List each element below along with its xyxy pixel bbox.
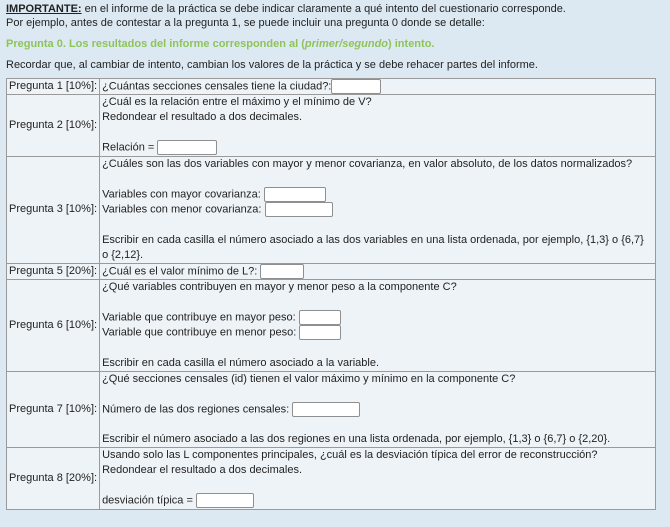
q2-relacion-input[interactable] — [157, 140, 217, 155]
recordar-note: Recordar que, al cambiar de intento, cambian los valores de la práctica y se debe rehacer partes del informe. — [6, 59, 538, 71]
q5-label: Pregunta 5 [20%]: — [7, 263, 100, 279]
question-row-5 — [7, 263, 656, 279]
q3-menor-input[interactable] — [265, 202, 333, 217]
example-text: Por ejemplo, antes de contestar a la pregunta 1, se puede incluir una pregunta 0 donde se detalle: — [6, 17, 485, 29]
q2-content: ¿Cuál es la relación entre el máximo y el mínimo de V? Redondear el resultado a dos decimales. Relación = — [100, 95, 656, 156]
q1-answer-input[interactable] — [331, 79, 381, 94]
q3-label: Pregunta 3 [10%]: — [7, 156, 100, 263]
q6-menor-input[interactable] — [299, 325, 341, 340]
q6-content: ¿Qué variables contribuyen en mayor y menor peso a la componente C? Variable que contribuye en mayor peso: Variable que contribuye en menor peso: Escribir en cada casilla el número asociado a la variable. — [100, 280, 656, 372]
q1-content: ¿Cuántas secciones censales tiene la ciudad?: — [100, 79, 656, 95]
important-text: en el informe de la práctica se debe indicar claramente a qué intento del cuestionario corresponde. — [81, 3, 566, 15]
q5-answer-input[interactable] — [260, 264, 304, 279]
q6-label: Pregunta 6 [10%]: — [7, 280, 100, 372]
pregunta0-note: Pregunta 0. Los resultados del informe corresponden al (primer/segundo) intento. — [6, 38, 435, 50]
instructions — [6, 2, 656, 30]
q8-content: Usando solo las L componentes principales, ¿cuál es la desviación típica del error de reconstrucción? Redondear el resultado a dos decimales. desviación típica = — [100, 448, 656, 509]
question-row-6 — [7, 280, 656, 372]
q7-label: Pregunta 7 [10%]: — [7, 371, 100, 447]
q2-label: Pregunta 2 [10%]: — [7, 95, 100, 156]
q6-mayor-input[interactable] — [299, 310, 341, 325]
q3-content: ¿Cuáles son las dos variables con mayor y menor covarianza, en valor absoluto, de los datos normalizados? Variables con mayor covarianza: Variables con menor covarianza: Escribir en cada casilla el número asociado a las dos variables en una lista ordenada, por ejemplo, {1,3} o {6,7} o {2,12}. — [100, 156, 656, 263]
questions-table — [6, 78, 656, 510]
question-row-3 — [7, 156, 656, 263]
q8-desviacion-input[interactable] — [196, 493, 254, 508]
question-row-1 — [7, 79, 656, 95]
question-row-7 — [7, 371, 656, 447]
question-row-8 — [7, 448, 656, 509]
q5-content: ¿Cuál es el valor mínimo de L?: — [100, 263, 656, 279]
q7-content: ¿Qué secciones censales (id) tienen el valor máximo y mínimo en la componente C? Número de las dos regiones censales: Escribir el número asociado a las dos regiones en una lista ordenada, por ejemplo, {1,3} o {6,7} o {2,20}. — [100, 371, 656, 447]
q8-label: Pregunta 8 [20%]: — [7, 448, 100, 509]
important-label: IMPORTANTE: — [6, 3, 82, 15]
q3-mayor-input[interactable] — [264, 187, 326, 202]
q1-label: Pregunta 1 [10%]: — [7, 79, 100, 95]
q7-regiones-input[interactable] — [292, 402, 360, 417]
question-row-2 — [7, 95, 656, 156]
